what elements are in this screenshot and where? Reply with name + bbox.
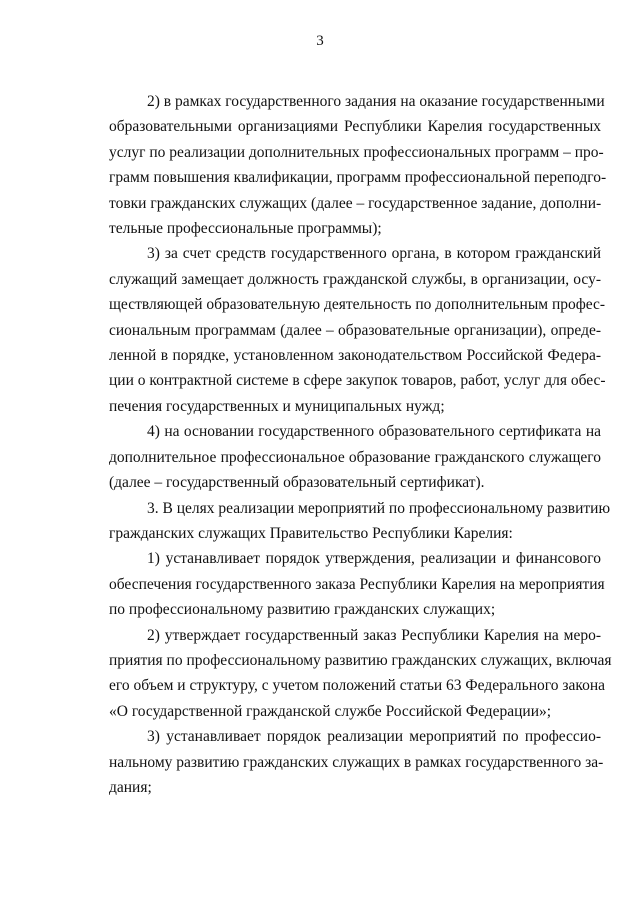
text-line: услуг по реализации дополнительных профессиональных программ – про- [109,143,604,161]
paragraph-item-2 [109,89,607,241]
text-line: дания; [109,778,152,796]
text-line: тельные профессиональные программы); [109,220,382,238]
text-line: служащий замещает должность гражданской службы, в организации, осу- [109,270,601,288]
paragraph-item-4 [109,419,601,495]
text-line: ции о контрактной системе в сфере закупок товаров, работ, услуг для обес- [109,372,606,390]
text-line: его объем и структуру, с учетом положений статьи 63 Федерального закона [109,677,605,695]
text-line: ленной в порядке, установленном законодательством Российской Федера- [109,347,601,365]
text-line: 3) устанавливает порядок реализации мероприятий по профессио- [147,728,601,746]
document-body [109,89,612,800]
text-line: грамм повышения квалификации, программ профессиональной переподго- [109,169,607,187]
page-number: 3 [316,33,324,49]
text-line: образовательными организациями Республики Карелия государственных [109,118,601,136]
text-line: 3. В целях реализации мероприятий по профессиональному развитию [147,499,611,517]
paragraph-section-3 [109,496,611,547]
text-line: 4) на основании государственного образовательного сертификата на [147,423,601,441]
text-line: приятия по профессиональному развитию гражданских служащих, включая [109,651,612,669]
text-line: товки гражданских служащих (далее – государственное задание, дополни- [109,194,602,212]
text-line: сиональным программам (далее – образовательные организации), опреде- [109,321,601,339]
text-line: нальному развитию гражданских служащих в рамках государственного за- [109,753,604,771]
text-line: «О государственной гражданской службе Российской Федерации»; [109,702,552,720]
text-line: гражданских служащих Правительство Республики Карелия: [109,524,513,542]
paragraph-subitem-3 [109,724,604,800]
paragraph-subitem-1 [109,546,605,622]
text-line: 1) устанавливает порядок утверждения, реализации и финансового [147,550,601,568]
text-line: дополнительное профессиональное образование гражданского служащего [109,448,601,466]
text-line: ществляющей образовательную деятельность по дополнительным профес- [109,296,606,314]
text-line: 2) утверждает государственный заказ Республики Карелия на меро- [147,626,601,644]
text-line: 2) в рамках государственного задания на оказание государственными [147,93,605,110]
paragraph-subitem-2 [109,623,612,725]
text-line: печения государственных и муниципальных нужд; [109,397,445,415]
text-line: 3) за счет средств государственного органа, в котором гражданский [147,245,601,263]
text-line: по профессиональному развитию гражданских служащих; [109,601,496,619]
text-line: обеспечения государственного заказа Республики Карелия на мероприятия [109,575,605,593]
paragraph-item-3 [109,241,606,419]
text-line: (далее – государственный образовательный сертификат). [109,474,485,492]
